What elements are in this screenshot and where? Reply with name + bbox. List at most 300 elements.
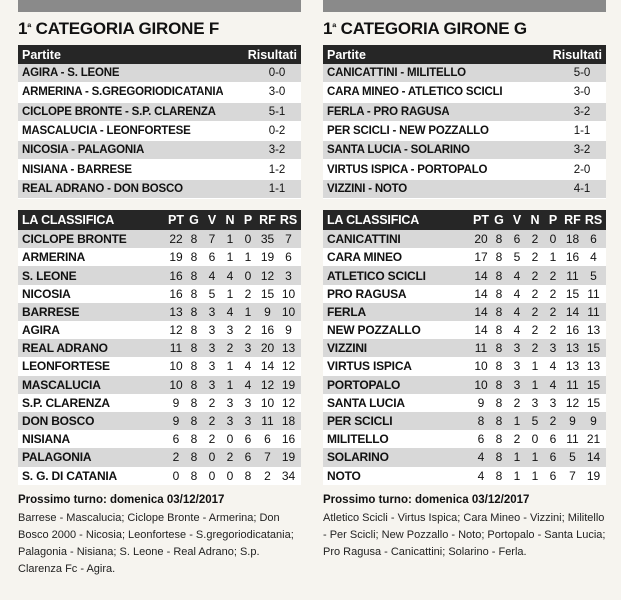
stat-cell: 8 [190, 323, 198, 338]
stat-cell: 2 [531, 268, 539, 283]
top-bar-left [18, 0, 301, 12]
match-score: 5-0 [573, 67, 591, 80]
team-name: MILITELLO [327, 432, 389, 447]
stat-cell: 1 [226, 377, 234, 392]
stat-cell: 4 [208, 268, 216, 283]
stat-cell: 1 [549, 250, 557, 265]
stat-cell: 2 [264, 468, 271, 483]
match-row [18, 141, 301, 160]
stat-cell: 8 [190, 395, 198, 410]
match-row [323, 83, 606, 102]
stat-cell: 10 [474, 377, 488, 392]
group-f-column [18, 18, 301, 578]
stat-cell: 19 [281, 450, 296, 465]
stat-cell: 3 [513, 341, 521, 356]
standings-row [18, 230, 301, 248]
results-header-label: Risultati [552, 47, 602, 62]
stat-cell: 9 [285, 323, 292, 338]
standings-row [323, 266, 606, 284]
stat-cell: 2 [208, 432, 216, 447]
stat-cell: 3 [513, 377, 521, 392]
title-ordinal: $1^ª$ [323, 19, 337, 38]
stat-cell: 2 [208, 395, 216, 410]
stat-cell: 1 [513, 414, 521, 429]
stat-cell: 8 [495, 232, 503, 247]
standings-row [18, 412, 301, 430]
stat-cell: 0 [208, 468, 216, 483]
stat-cell: 35 [260, 232, 275, 247]
stat-cell: 2 [549, 286, 557, 301]
stat-cell: 3 [513, 359, 521, 374]
top-bar-right [323, 0, 606, 12]
stat-cell: 1 [513, 468, 521, 483]
standings-row [323, 430, 606, 448]
stat-cell: 0 [244, 268, 252, 283]
team-name: PRO RAGUSA [327, 286, 407, 301]
stat-cell: 12 [281, 395, 296, 410]
team-name: CICLOPE BRONTE [22, 232, 127, 247]
match-score: 3-0 [573, 86, 591, 99]
standings-row [323, 467, 606, 485]
standings-header [323, 210, 606, 230]
section-gap [323, 199, 606, 210]
stat-cell: 12 [260, 268, 275, 283]
stat-cell: 1 [244, 304, 252, 319]
stat-cell: 4 [226, 268, 234, 283]
stat-cell: 8 [190, 304, 198, 319]
stat-cell: 15 [565, 286, 580, 301]
stat-cell: 8 [190, 468, 198, 483]
stat-cell: 13 [586, 323, 601, 338]
stat-cell: 2 [513, 432, 521, 447]
stat-cell: 4 [513, 304, 521, 319]
team-name: VIZZINI [327, 341, 367, 356]
stat-cell: 3 [531, 395, 539, 410]
stat-cell: 14 [260, 359, 275, 374]
stat-cell: 9 [172, 414, 180, 429]
stat-cell: 9 [477, 395, 485, 410]
match-row [18, 64, 301, 83]
stat-cell: 2 [531, 232, 539, 247]
match-teams: REAL ADRANO - DON BOSCO [22, 182, 183, 195]
team-name: FERLA [327, 304, 366, 319]
standings-row [18, 376, 301, 394]
stat-cell: 12 [260, 377, 275, 392]
standings-row [18, 430, 301, 448]
stat-cell: 4 [244, 359, 252, 374]
team-name: CANICATTINI [327, 232, 401, 247]
stat-cell: 4 [549, 359, 557, 374]
stat-cell: 16 [281, 432, 296, 447]
stat-cell: 10 [281, 304, 296, 319]
standings-row [18, 285, 301, 303]
stat-cell: 5 [531, 414, 539, 429]
standings-row [323, 357, 606, 375]
stat-cell: 15 [586, 341, 601, 356]
title-text: CATEGORIA GIRONE G [340, 19, 527, 38]
stat-cell: 1 [226, 359, 234, 374]
stat-cell: 11 [169, 341, 183, 356]
team-name: REAL ADRANO [22, 341, 108, 356]
match-score: 3-2 [573, 144, 591, 157]
standings-row [18, 467, 301, 485]
match-score: 2-0 [573, 163, 591, 176]
stat-cell: 1 [226, 286, 234, 301]
match-teams: VIZZINI - NOTO [327, 182, 408, 195]
stat-cell: 11 [474, 341, 488, 356]
match-row [18, 180, 301, 199]
stat-cell: 4 [513, 286, 521, 301]
standings-header-cell: RF [259, 213, 276, 228]
stat-cell: 7 [208, 232, 216, 247]
stat-cell: 8 [495, 377, 503, 392]
stat-cell: 12 [565, 395, 580, 410]
stat-cell: 8 [495, 323, 503, 338]
stat-cell: 8 [495, 341, 503, 356]
stat-cell: 10 [169, 359, 183, 374]
stat-cell: 20 [474, 232, 488, 247]
match-teams: ARMERINA - S.GREGORIODICATANIA [22, 86, 224, 99]
standings-row [18, 394, 301, 412]
team-name: DON BOSCO [22, 414, 95, 429]
stat-cell: 9 [264, 304, 271, 319]
standings-header-cell: RF [564, 213, 581, 228]
stat-cell: 8 [190, 450, 198, 465]
standings-row [323, 248, 606, 266]
stat-cell: 2 [531, 341, 539, 356]
standings-header-cell: N [530, 213, 540, 228]
stat-cell: 8 [190, 341, 198, 356]
standings-row [323, 321, 606, 339]
stat-cell: 2 [244, 286, 252, 301]
standings-row [323, 448, 606, 466]
stat-cell: 5 [513, 250, 521, 265]
stat-cell: 1 [531, 468, 539, 483]
stat-cell: 8 [190, 377, 198, 392]
standings-row [323, 303, 606, 321]
stat-cell: 4 [477, 450, 485, 465]
stat-cell: 0 [549, 232, 557, 247]
team-name: VIRTUS ISPICA [327, 359, 412, 374]
standings-header-cell: V [512, 213, 522, 228]
stat-cell: 13 [565, 359, 580, 374]
stat-cell: 16 [169, 286, 183, 301]
stat-cell: 16 [565, 323, 580, 338]
standings-table [18, 230, 301, 485]
stat-cell: 19 [260, 250, 275, 265]
stat-cell: 20 [260, 341, 275, 356]
stat-cell: 3 [208, 304, 216, 319]
match-row [323, 141, 606, 160]
stat-cell: 7 [285, 232, 292, 247]
standings-header-cell: P [243, 213, 253, 228]
stat-cell: 8 [190, 359, 198, 374]
stat-cell: 0 [226, 468, 234, 483]
stat-cell: 8 [495, 250, 503, 265]
match-row [18, 103, 301, 122]
results-header-label: Risultati [247, 47, 297, 62]
standings-row [18, 357, 301, 375]
stat-cell: 4 [513, 323, 521, 338]
match-row [18, 122, 301, 141]
stat-cell: 4 [244, 377, 252, 392]
matches-header-label: Partite [327, 47, 366, 62]
standings-row [323, 230, 606, 248]
stat-cell: 8 [190, 268, 198, 283]
standings-header-cell: LA CLASSIFICA [327, 213, 420, 228]
stat-cell: 6 [244, 450, 252, 465]
team-name: ARMERINA [22, 250, 86, 265]
stat-cell: 10 [260, 395, 275, 410]
match-score: 0-0 [268, 67, 286, 80]
standings-header-cell: P [548, 213, 558, 228]
stat-cell: 13 [586, 359, 601, 374]
stat-cell: 1 [226, 232, 234, 247]
standings-header-cell: G [494, 213, 504, 228]
stat-cell: 4 [513, 268, 521, 283]
stat-cell: 11 [566, 432, 579, 447]
standings-row [18, 266, 301, 284]
stat-cell: 3 [208, 341, 216, 356]
match-teams: CANICATTINI - MILITELLO [327, 67, 466, 80]
stat-cell: 2 [513, 395, 521, 410]
stat-cell: 16 [169, 268, 183, 283]
match-teams: NISIANA - BARRESE [22, 163, 132, 176]
stat-cell: 13 [565, 341, 580, 356]
stat-cell: 9 [590, 414, 597, 429]
team-name: S.P. CLARENZA [22, 395, 110, 410]
team-name: BARRESE [22, 304, 80, 319]
stat-cell: 8 [190, 432, 198, 447]
standings-table [323, 230, 606, 485]
standings-row [18, 248, 301, 266]
stat-cell: 16 [565, 250, 580, 265]
stat-cell: 6 [208, 250, 216, 265]
stat-cell: 5 [569, 450, 576, 465]
stat-cell: 18 [565, 232, 580, 247]
stat-cell: 2 [226, 341, 234, 356]
stat-cell: 2 [549, 323, 557, 338]
team-name: AGIRA [22, 323, 60, 338]
stat-cell: 3 [244, 414, 252, 429]
stat-cell: 8 [495, 395, 503, 410]
matches-header-label: Partite [22, 47, 61, 62]
match-row [323, 103, 606, 122]
standings-header-cell: PT [168, 213, 184, 228]
stat-cell: 5 [208, 286, 216, 301]
stat-cell: 8 [495, 359, 503, 374]
stat-cell: 6 [513, 232, 521, 247]
match-teams: SANTA LUCIA - SOLARINO [327, 144, 470, 157]
stat-cell: 14 [565, 304, 580, 319]
stat-cell: 16 [260, 323, 275, 338]
team-name: LEONFORTESE [22, 359, 110, 374]
match-score: 1-2 [268, 163, 286, 176]
stat-cell: 14 [474, 286, 488, 301]
stat-cell: 8 [244, 468, 252, 483]
stat-cell: 8 [477, 414, 485, 429]
match-teams: AGIRA - S. LEONE [22, 67, 120, 80]
team-name: ATLETICO SCICLI [327, 268, 426, 283]
match-score: 5-1 [268, 105, 286, 118]
stat-cell: 11 [587, 304, 600, 319]
stat-cell: 9 [569, 414, 576, 429]
section-gap [18, 199, 301, 210]
title-ordinal: $1^ª$ [18, 19, 32, 38]
team-name: PALAGONIA [22, 450, 92, 465]
match-teams: FERLA - PRO RAGUSA [327, 105, 450, 118]
stat-cell: 19 [281, 377, 296, 392]
match-score: 3-0 [268, 86, 286, 99]
stat-cell: 10 [281, 286, 296, 301]
standings-header-cell: N [225, 213, 235, 228]
stat-cell: 4 [590, 250, 597, 265]
results-header [18, 45, 301, 64]
stat-cell: 2 [226, 450, 234, 465]
match-teams: MASCALUCIA - LEONFORTESE [22, 125, 191, 138]
stat-cell: 14 [474, 323, 488, 338]
stat-cell: 2 [531, 250, 539, 265]
match-row [323, 64, 606, 83]
stat-cell: 7 [264, 450, 271, 465]
stat-cell: 10 [169, 377, 183, 392]
stat-cell: 12 [281, 359, 296, 374]
stat-cell: 6 [549, 432, 557, 447]
stat-cell: 3 [549, 395, 557, 410]
stat-cell: 1 [531, 359, 539, 374]
stat-cell: 1 [531, 377, 539, 392]
next-round-title: Prossimo turno: domenica 03/12/2017 [18, 493, 225, 506]
stat-cell: 8 [495, 432, 503, 447]
standings-row [18, 303, 301, 321]
stat-cell: 9 [172, 395, 180, 410]
stat-cell: 6 [244, 432, 252, 447]
stat-cell: 6 [264, 432, 271, 447]
stat-cell: 2 [549, 304, 557, 319]
team-name: SOLARINO [327, 450, 389, 465]
standings-header-cell: RS [584, 213, 603, 228]
standings-row [323, 339, 606, 357]
stat-cell: 22 [169, 232, 183, 247]
next-round-fixtures: Barrese - Mascalucia; Ciclope Bronte - Armerina; Don Bosco 2000 - Nicosia; Leonfortese - S.gregoriodicatania; Palagonia - Nisiana; S. Leone - Real Adrano; S.p. Clarenza Fc - Agira. [18, 511, 294, 575]
stat-cell: 3 [549, 341, 557, 356]
stat-cell: 15 [586, 377, 601, 392]
stat-cell: 6 [549, 468, 557, 483]
stat-cell: 19 [586, 468, 601, 483]
stat-cell: 3 [208, 323, 216, 338]
team-name: NEW POZZALLO [327, 323, 421, 338]
match-score: 1-1 [573, 125, 591, 138]
stat-cell: 18 [281, 414, 296, 429]
stat-cell: 13 [169, 304, 183, 319]
team-name: PER SCICLI [327, 414, 393, 429]
stat-cell: 2 [172, 450, 180, 465]
stat-cell: 8 [495, 268, 503, 283]
stat-cell: 2 [549, 268, 557, 283]
group-g-column [323, 18, 606, 561]
match-teams: PER SCICLI - NEW POZZALLO [327, 125, 489, 138]
stat-cell: 21 [586, 432, 601, 447]
standings-row [323, 394, 606, 412]
match-score: 0-2 [268, 125, 286, 138]
match-row [323, 160, 606, 179]
stat-cell: 11 [566, 377, 579, 392]
match-row [18, 160, 301, 179]
team-name: NISIANA [22, 432, 70, 447]
stat-cell: 34 [281, 468, 296, 483]
stat-cell: 5 [590, 268, 597, 283]
stat-cell: 4 [549, 377, 557, 392]
match-teams: VIRTUS ISPICA - PORTOPALO [327, 163, 488, 176]
match-teams: NICOSIA - PALAGONIA [22, 144, 145, 157]
team-name: MASCALUCIA [22, 377, 101, 392]
stat-cell: 3 [244, 341, 252, 356]
stat-cell: 3 [226, 414, 234, 429]
standings-header-cell: V [207, 213, 217, 228]
stat-cell: 3 [226, 395, 234, 410]
match-teams: CARA MINEO - ATLETICO SCICLI [327, 86, 503, 99]
stat-cell: 8 [495, 286, 503, 301]
stat-cell: 6 [285, 250, 292, 265]
stat-cell: 14 [474, 268, 488, 283]
results-list [323, 64, 606, 199]
results-header [323, 45, 606, 64]
stat-cell: 8 [495, 304, 503, 319]
match-row [18, 83, 301, 102]
stat-cell: 1 [226, 250, 234, 265]
standings-row [18, 339, 301, 357]
stat-cell: 7 [569, 468, 576, 483]
stat-cell: 2 [549, 414, 557, 429]
match-row [323, 122, 606, 141]
stat-cell: 1 [531, 450, 539, 465]
stat-cell: 0 [531, 432, 539, 447]
match-score: 1-1 [268, 182, 286, 195]
stat-cell: 15 [260, 286, 275, 301]
stat-cell: 4 [226, 304, 234, 319]
stat-cell: 6 [477, 432, 485, 447]
stat-cell: 3 [244, 395, 252, 410]
team-name: S. LEONE [22, 268, 77, 283]
results-list [18, 64, 301, 199]
stat-cell: 8 [495, 450, 503, 465]
stat-cell: 8 [190, 232, 198, 247]
stat-cell: 11 [587, 286, 600, 301]
team-name: NOTO [327, 468, 361, 483]
match-row [323, 180, 606, 199]
stat-cell: 8 [190, 250, 198, 265]
stat-cell: 0 [244, 232, 252, 247]
stat-cell: 2 [208, 414, 216, 429]
stat-cell: 14 [586, 450, 601, 465]
stat-cell: 8 [190, 286, 198, 301]
stat-cell: 12 [169, 323, 183, 338]
standings-row [323, 412, 606, 430]
stat-cell: 8 [190, 414, 198, 429]
stat-cell: 19 [169, 250, 183, 265]
match-score: 3-2 [573, 105, 591, 118]
match-teams: CICLOPE BRONTE - S.P. CLARENZA [22, 105, 216, 118]
match-score: 3-2 [268, 144, 286, 157]
stat-cell: 8 [495, 468, 503, 483]
standings-header-cell: RS [279, 213, 298, 228]
stat-cell: 3 [208, 359, 216, 374]
stat-cell: 2 [531, 323, 539, 338]
stat-cell: 6 [590, 232, 597, 247]
title-text: CATEGORIA GIRONE F [35, 19, 220, 38]
stat-cell: 1 [513, 450, 521, 465]
standings-header-cell: G [189, 213, 199, 228]
